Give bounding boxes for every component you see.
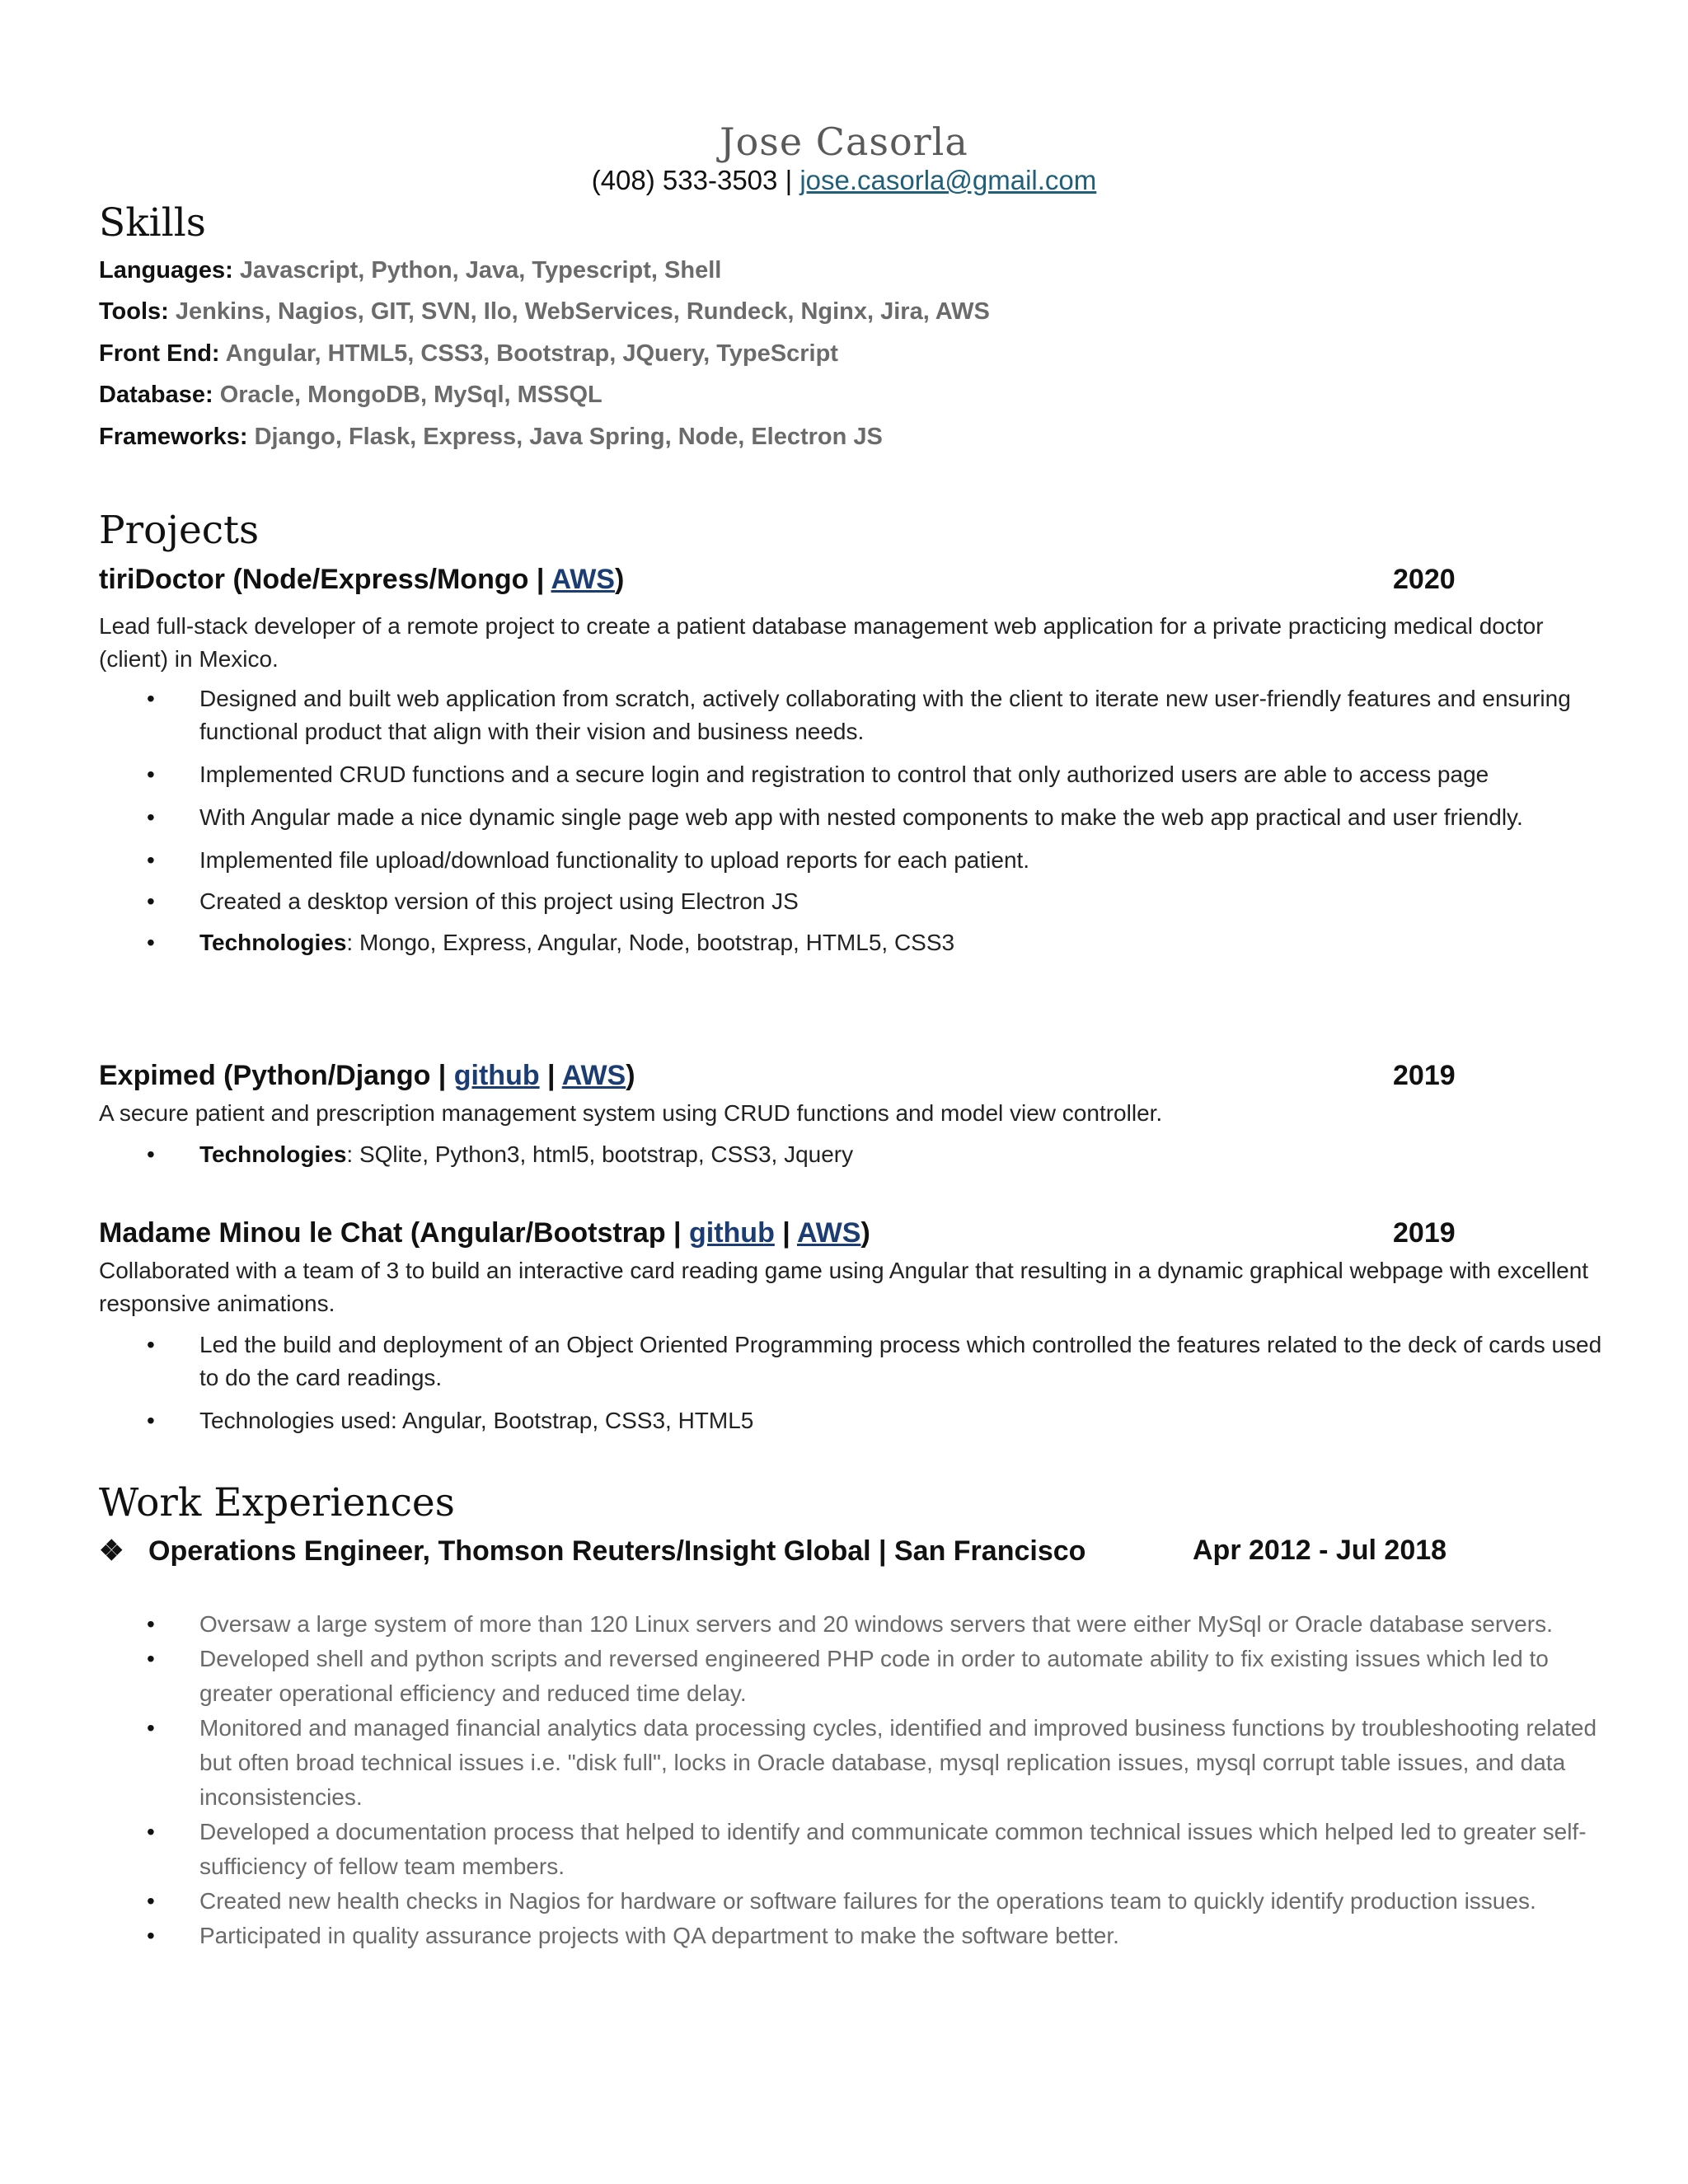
skill-row-front-end: [99, 340, 838, 368]
work-heading: Work Experiences: [99, 1480, 455, 1526]
skill-label: Frameworks:: [99, 424, 248, 450]
list-item: • Developed shell and python scripts and reversed engineered PHP code in order to automate ability to fix existing issues which led to greater operational efficiency and reduced time delay.: [99, 1642, 1607, 1711]
list-item: • Participated in quality assurance projects with QA department to make the software better.: [99, 1919, 1607, 1953]
project-year: 2019: [1393, 1060, 1456, 1091]
diamond-bullet-icon: ❖: [99, 1535, 124, 1567]
skill-row-tools: [99, 298, 990, 326]
project-description: Lead full-stack developer of a remote project to create a patient database management web application for a private practicing medical doctor (client) in Mexico.: [99, 613, 1544, 672]
list-item: • Technologies used: Angular, Bootstrap, CSS3, HTML5: [99, 1404, 1607, 1437]
skill-values: Django, Flask, Express, Java Spring, Node, Electron JS: [254, 424, 883, 450]
list-item: • Created new health checks in Nagios for hardware or software failures for the operations team to quickly identify production issues.: [99, 1884, 1607, 1919]
list-item: • Led the build and deployment of an Object Oriented Programming process which controlled the features related to the deck of cards used to do the card readings.: [99, 1329, 1607, 1394]
list-item: • Implemented CRUD functions and a secure login and registration to control that only authorized users are able to access page: [99, 758, 1607, 791]
link-separator: |: [539, 1060, 562, 1091]
phone-number: (408) 533-3503: [591, 165, 778, 195]
email-link[interactable]: jose.casorla@gmail.com: [799, 165, 1097, 195]
skill-values: Jenkins, Nagios, GIT, SVN, Ilo, WebServices, Rundeck, Nginx, Jira, AWS: [175, 298, 990, 325]
project-year: 2019: [1393, 1217, 1456, 1249]
tech-label: Technologies: [199, 930, 347, 955]
project-name: Expimed (Python/Django |: [99, 1060, 454, 1091]
job-role: Operations Engineer: [148, 1535, 423, 1567]
list-item: • Designed and built web application from scratch, actively collaborating with the client to iterate new user-friendly features and ensuring functional product that align with their vision and business needs.: [99, 682, 1607, 748]
job-company: Thomson Reuters/Insight Global | San Francisco: [438, 1535, 1086, 1567]
list-item: • Oversaw a large system of more than 120 Linux servers and 20 windows servers that were either MySql or Oracle database servers.: [99, 1607, 1607, 1642]
aws-link[interactable]: AWS: [551, 564, 615, 595]
project-year: 2020: [1393, 564, 1456, 595]
project-title-expimed: [99, 1060, 635, 1092]
job-dates: Apr 2012 - Jul 2018: [1193, 1535, 1447, 1566]
skill-row-database: [99, 382, 603, 409]
skill-label: Front End:: [99, 340, 220, 367]
skill-label: Database:: [99, 382, 213, 408]
tech-label: Technologies: [199, 1141, 347, 1167]
skill-values: Oracle, MongoDB, MySql, MSSQL: [219, 382, 603, 408]
list-item: • Created a desktop version of this project using Electron JS: [99, 885, 1607, 918]
tech-values: : SQlite, Python3, html5, bootstrap, CSS3, Jquery: [346, 1141, 854, 1167]
skill-label: Languages:: [99, 257, 233, 284]
aws-link[interactable]: AWS: [797, 1217, 861, 1249]
project-title-close: ): [614, 564, 625, 595]
project-title-close: ): [860, 1217, 870, 1249]
project-name: tiriDoctor (Node/Express/Mongo |: [99, 564, 551, 595]
list-item: [99, 926, 1607, 959]
list-item: • Developed a documentation process that helped to identify and communicate common technical issues which helped led to greater self-sufficiency of fellow team members.: [99, 1815, 1607, 1884]
skill-row-frameworks: [99, 424, 883, 451]
list-item: • Implemented file upload/download functionality to upload reports for each patient.: [99, 844, 1607, 877]
job-title-line: [99, 1535, 1085, 1568]
project-description: Collaborated with a team of 3 to build an interactive card reading game using Angular that resulting in a dynamic graphical webpage with excellent responsive animations.: [99, 1258, 1589, 1316]
list-item: • With Angular made a nice dynamic single page web app with nested components to make the web app practical and user friendly.: [99, 801, 1607, 834]
skill-values: Javascript, Python, Java, Typescript, Shell: [239, 257, 722, 284]
skill-values: Angular, HTML5, CSS3, Bootstrap, JQuery, TypeScript: [225, 340, 838, 367]
work-bullets: [99, 1607, 1607, 1953]
skills-heading: Skills: [99, 200, 206, 246]
github-link[interactable]: github: [453, 1060, 540, 1091]
project-title-close: ): [626, 1060, 635, 1091]
candidate-name: Jose Casorla: [720, 120, 968, 164]
aws-link[interactable]: AWS: [561, 1060, 626, 1091]
contact-separator: |: [785, 165, 793, 195]
project-bullets: [99, 1138, 1607, 1171]
job-comma: ,: [422, 1535, 430, 1567]
contact-line: [0, 165, 1688, 196]
list-item: • Monitored and managed financial analytics data processing cycles, identified and improved business functions by troubleshooting related but often broad technical issues i.e. "disk full", locks in Oracle database, mysql replication issues, mysql corrupt table issues, and data inconsistencies.: [99, 1711, 1607, 1815]
tech-values: : Mongo, Express, Angular, Node, bootstrap, HTML5, CSS3: [346, 930, 955, 955]
skill-label: Tools:: [99, 298, 169, 325]
project-title-madame-minou: [99, 1217, 870, 1249]
project-title-tiridoctor: [99, 564, 624, 596]
project-bullets: [99, 1329, 1607, 1437]
projects-heading: Projects: [99, 508, 260, 553]
list-item: [99, 1138, 1607, 1171]
github-link[interactable]: github: [689, 1217, 775, 1249]
skill-row-languages: [99, 257, 721, 284]
project-bullets: [99, 682, 1607, 959]
project-name: Madame Minou le Chat (Angular/Bootstrap |: [99, 1217, 689, 1249]
link-separator: |: [774, 1217, 797, 1249]
project-description: A secure patient and prescription management system using CRUD functions and model view controller.: [99, 1100, 1163, 1126]
